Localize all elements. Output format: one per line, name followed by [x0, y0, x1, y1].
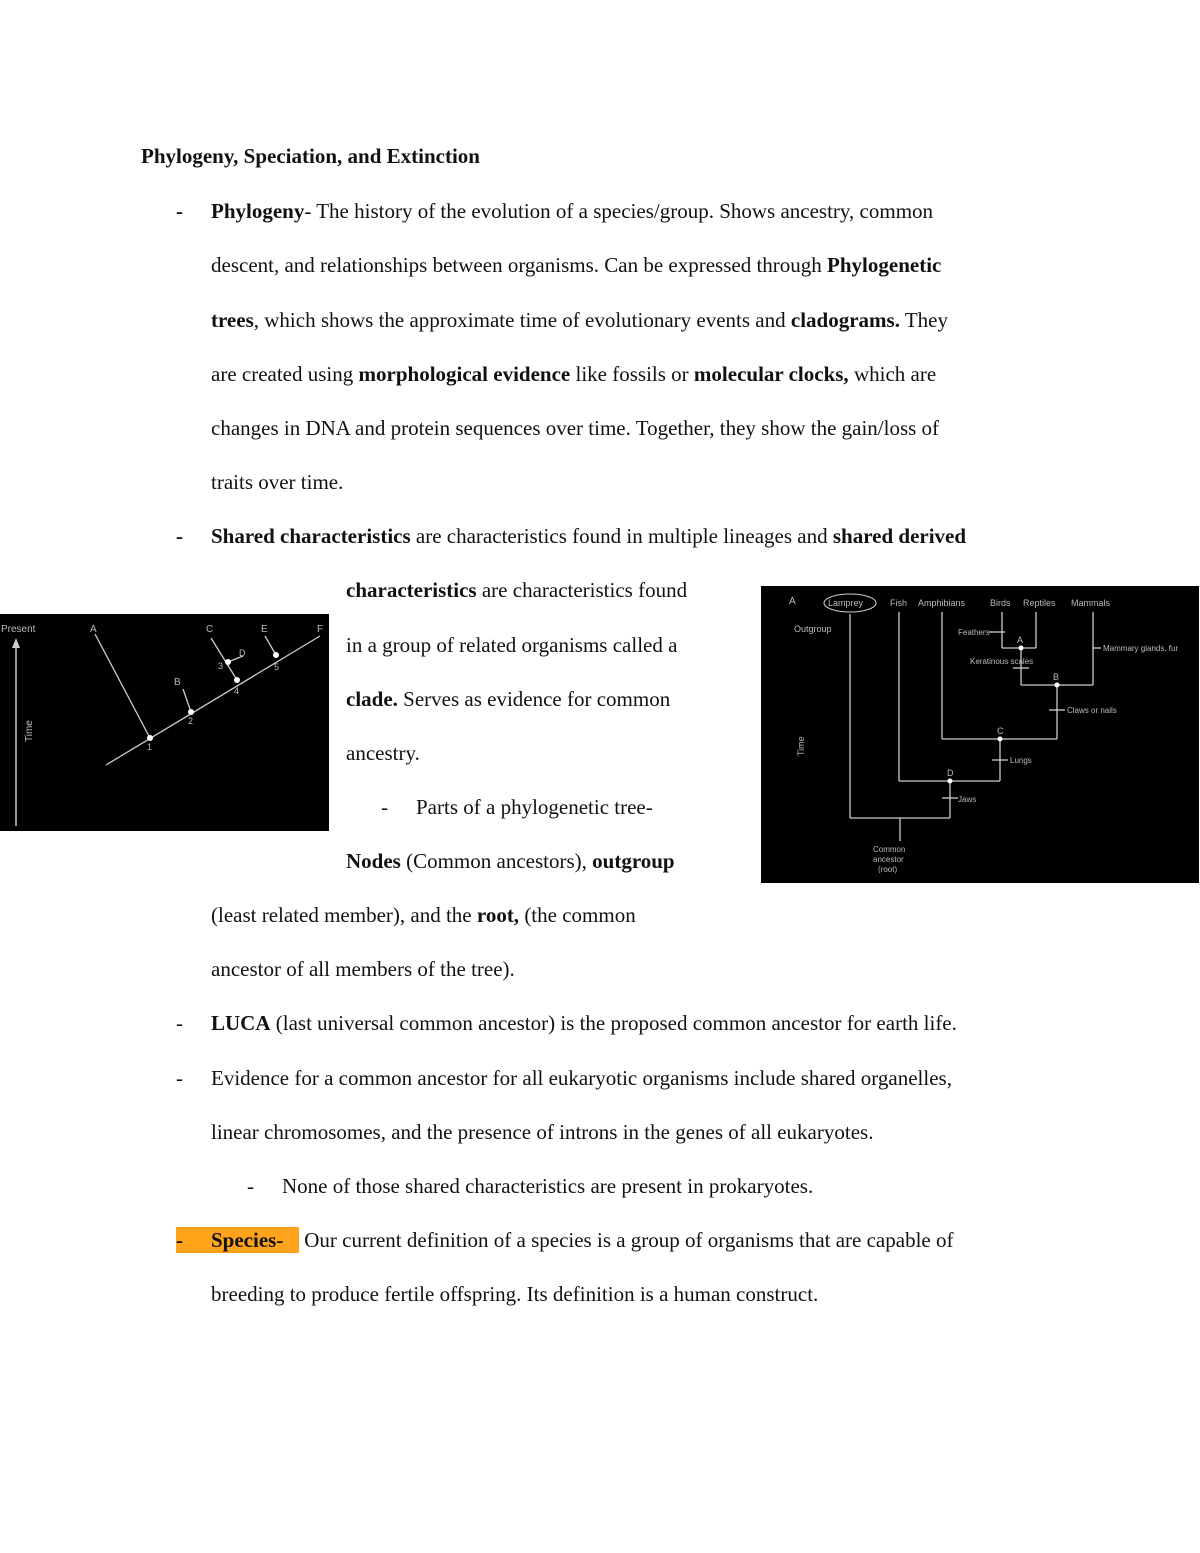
shared-line-8: (least related member), and the root, (the common [211, 903, 636, 927]
term-phylogenetic: Phylogenetic [827, 253, 942, 277]
bullet-dash: - [176, 199, 183, 223]
phylogeny-line-1: Phylogeny- The history of the evolution of a species/group. Shows ancestry, common [211, 199, 934, 223]
node-dot [188, 709, 194, 715]
shared-line-4: clade. Serves as evidence for common [346, 687, 671, 711]
branch-b [183, 689, 191, 712]
sub-bullet-dash: - [247, 1174, 254, 1198]
term-species: Species- [211, 1228, 284, 1252]
root-label: (root) [878, 865, 898, 874]
phylogeny-line-5: changes in DNA and protein sequences over time. Together, they show the gain/loss of [211, 416, 940, 440]
branch-a [95, 634, 150, 738]
cladogram-svg [761, 586, 1199, 883]
term-phylogeny: Phylogeny [211, 199, 305, 223]
evidence-line-2: linear chromosomes, and the presence of introns in the genes of all eukaryotes. [211, 1120, 874, 1144]
phylogeny-line-3: trees, which shows the approximate time of evolutionary events and cladograms. They [211, 308, 948, 332]
phylogenetic-tree-svg [0, 614, 329, 831]
species-line-2: breeding to produce fertile offspring. Its definition is a human construct. [211, 1282, 819, 1306]
main-branch [106, 636, 320, 765]
luca-line: LUCA (last universal common ancestor) is the proposed common ancestor for earth life. [211, 1011, 957, 1035]
term-outgroup: outgroup [592, 849, 675, 873]
trait-label: Keratinous scales [970, 657, 1034, 666]
node-label: 1 [147, 742, 153, 752]
node-dot [998, 737, 1003, 742]
bullet-dash: - [176, 1011, 183, 1035]
term-shared-characteristics: Shared characteristics [211, 524, 411, 548]
node-dot [1055, 683, 1060, 688]
node-dot [1019, 646, 1024, 651]
label-present: Present [1, 624, 36, 635]
node-label: 5 [274, 662, 280, 672]
outgroup-label: Outgroup [794, 624, 832, 634]
phylogeny-line-2: descent, and relationships between organisms. Can be expressed through Phylogenetic [211, 253, 942, 277]
taxon-label: Lamprey [828, 598, 864, 608]
time-label: Time [796, 736, 806, 756]
figure-corner-label: A [789, 596, 796, 607]
trait-label: Feathers [958, 628, 990, 637]
node-label: D [947, 768, 954, 778]
cladogram-figure [761, 586, 1199, 883]
tip-label: C [206, 624, 214, 635]
term-morphological-evidence: morphological evidence [358, 362, 571, 386]
branch-e [265, 636, 276, 655]
trait-label: Lungs [1010, 756, 1032, 765]
tip-label: B [174, 677, 181, 688]
taxon-label: Reptiles [1023, 598, 1056, 608]
species-highlight: - Species- [176, 1227, 299, 1253]
node-dot [273, 652, 279, 658]
evidence-line-1: Evidence for a common ancestor for all eukaryotic organisms include shared organelles, [211, 1066, 952, 1090]
root-label: Common [873, 845, 906, 854]
node-dot [147, 735, 153, 741]
page-title: Phylogeny, Speciation, and Extinction [141, 144, 480, 168]
term-characteristics: characteristics [346, 578, 477, 602]
phylogenetic-tree-figure [0, 614, 329, 831]
term-root: root, [476, 903, 520, 927]
node-dot [948, 779, 953, 784]
shared-line-2: characteristics are characteristics found [346, 578, 688, 602]
term-shared-derived: shared derived [832, 524, 967, 548]
shared-line-7: Nodes (Common ancestors), outgroup [346, 849, 675, 873]
node-dot [225, 659, 231, 665]
shared-line-3: in a group of related organisms called a [346, 633, 678, 657]
shared-line-1: Shared characteristics are characteristics found in multiple lineages and shared derived [211, 524, 967, 548]
tip-label: F [317, 624, 324, 635]
trait-label: Claws or nails [1067, 706, 1117, 715]
branch-c [211, 638, 237, 680]
time-arrow-head [12, 638, 20, 648]
tip-label: E [261, 624, 268, 635]
taxon-label: Fish [890, 598, 908, 608]
term-trees: trees [211, 308, 254, 332]
node-dot [234, 677, 240, 683]
node-label: 3 [218, 661, 224, 671]
taxon-label: Birds [990, 598, 1011, 608]
term-molecular-clocks: molecular clocks, [693, 362, 849, 386]
term-nodes: Nodes [346, 849, 401, 873]
term-luca: LUCA [211, 1011, 271, 1035]
trait-label: Mammary glands, fur [1103, 644, 1179, 653]
taxon-label: Amphibians [918, 598, 966, 608]
trait-label: Jaws [958, 795, 977, 804]
phylogeny-line-6: traits over time. [211, 470, 344, 494]
node-label: 4 [234, 686, 240, 696]
term-cladograms: cladograms. [790, 308, 900, 332]
bullet-dash: - [176, 1066, 183, 1090]
node-label: A [1017, 635, 1024, 645]
term-clade: clade. [346, 687, 398, 711]
sub-bullet-dash: - [381, 795, 388, 819]
label-time: Time [24, 720, 35, 742]
node-label: C [997, 726, 1004, 736]
taxon-label: Mammals [1071, 598, 1111, 608]
shared-line-9: ancestor of all members of the tree). [211, 957, 515, 981]
evidence-sub: None of those shared characteristics are present in prokaryotes. [282, 1174, 814, 1198]
node-label: B [1053, 672, 1060, 682]
tree-parts-heading: Parts of a phylogenetic tree- [416, 795, 653, 819]
node-label: 2 [188, 716, 194, 726]
tip-label: A [90, 624, 97, 635]
phylogeny-line-4: are created using morphological evidence like fossils or molecular clocks, which are [211, 362, 937, 386]
species-line-1: - Species- Our current definition of a species is a group of organisms that are capable of [176, 1228, 954, 1252]
bullet-dash: - [176, 524, 183, 548]
tip-label: D [239, 648, 246, 658]
shared-line-5: ancestry. [346, 741, 420, 765]
root-label: ancestor [873, 855, 904, 864]
